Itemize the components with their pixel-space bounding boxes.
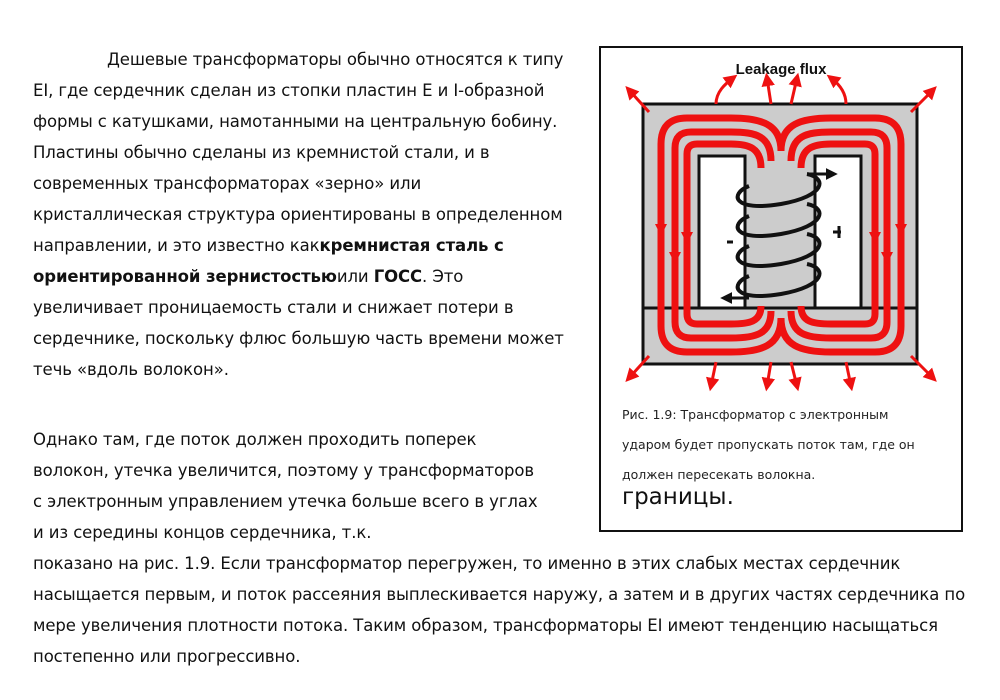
text-line: Однако там, где поток должен проходить поперек	[33, 430, 477, 449]
paragraph-saturation	[33, 548, 965, 672]
text-line: сердечнике, поскольку флюс большую часть времени может	[33, 329, 564, 348]
text-line: постепенно или прогрессивно.	[33, 647, 301, 666]
text-line: Дешевые трансформаторы обычно относятся к типу	[107, 50, 564, 69]
text-line	[33, 230, 564, 261]
bold-term: ориентированной зернистостью	[33, 267, 337, 286]
bold-term-goss: ГОСС	[373, 267, 423, 286]
transformer-leakage-diagram	[621, 56, 941, 396]
text-run: или	[336, 267, 374, 286]
text-line: насыщается первым, и поток рассеяния выплескивается наружу, а затем и в других частях сердечника по	[33, 585, 966, 604]
text-line: волокон, утечка увеличится, поэтому у трансформаторов	[33, 461, 534, 480]
caption-line: ударом будет пропускать поток там, где он	[622, 437, 915, 452]
text-run: . Это	[422, 267, 464, 286]
figure-1-9	[599, 46, 963, 532]
text-line: мере увеличения плотности потока. Таким образом, трансформаторы EI имеют тенденцию насыщаться	[33, 616, 938, 635]
diagram-title: Leakage flux	[735, 61, 827, 78]
text-line: показано на рис. 1.9. Если трансформатор перегружен, то именно в этих слабых местах сердечник	[33, 554, 901, 573]
text-line: формы с катушками, намотанными на центральную бобину.	[33, 112, 558, 131]
caption-tail: границы.	[622, 484, 734, 510]
text-run: направлении, и это известно как	[33, 236, 320, 255]
text-line: современных трансформаторах «зерно» или	[33, 174, 422, 193]
figure-caption	[622, 400, 952, 490]
text-line	[33, 261, 564, 292]
caption-line: Рис. 1.9: Трансформатор с электронным	[622, 407, 889, 422]
text-line: Пластины обычно сделаны из кремнистой стали, и в	[33, 143, 490, 162]
text-line: течь «вдоль волокон».	[33, 360, 229, 379]
paragraph-leakage	[33, 424, 538, 548]
bold-term: кремнистая сталь с	[319, 236, 504, 255]
text-line: EI, где сердечник сделан из стопки пластин E и I-образной	[33, 81, 545, 100]
paragraph-ei-transformers	[33, 44, 564, 385]
text-line: увеличивает проницаемость стали и снижает потери в	[33, 298, 514, 317]
text-line: с электронным управлением утечка больше всего в углах	[33, 492, 538, 511]
text-line: и из середины концов сердечника, т.к.	[33, 523, 372, 542]
text-line: кристаллическая структура ориентированы в определенном	[33, 205, 563, 224]
caption-line: должен пересекать волокна.	[622, 467, 816, 482]
